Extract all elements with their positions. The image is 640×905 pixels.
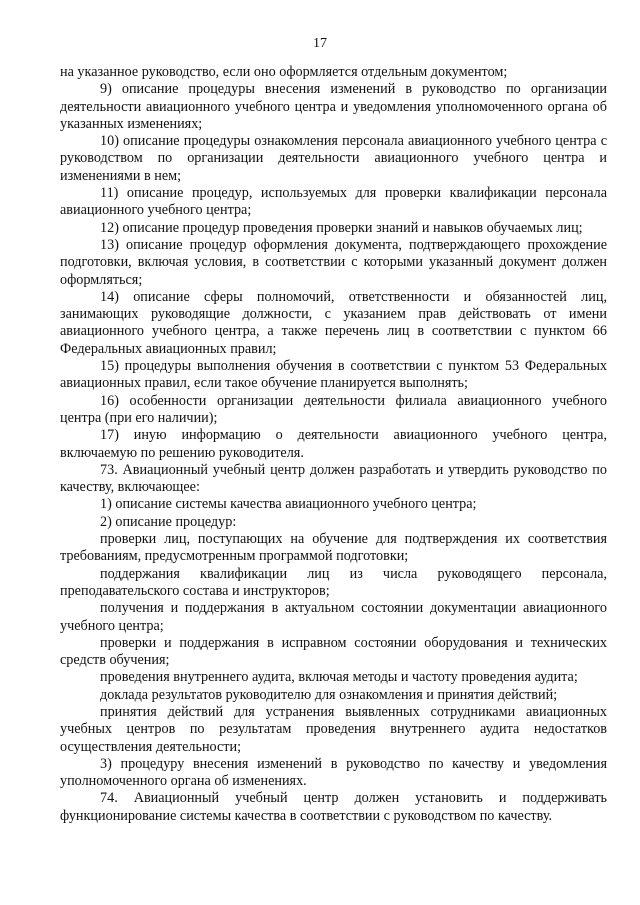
list-item-11: 11) описание процедур, используемых для проверки квалификации персонала авиационного учебного центра; (60, 185, 607, 219)
list-item-16: 16) особенности организации деятельности филиала авиационного учебного центра (при его наличии); (60, 392, 607, 426)
document-body (60, 64, 607, 825)
list-item-12: 12) описание процедур проведения проверки знаний и навыков обучаемых лиц; (100, 219, 583, 236)
list-item-9: 9) описание процедуры внесения изменений в руководство по организации деятельности авиационного учебного центра и уведомления уполномоченного органа об указанных изменениях; (60, 81, 607, 132)
paragraph-continuation: на указанное руководство, если оно оформляется отдельным документом; (60, 64, 508, 80)
clause-73-item-1: 1) описание системы качества авиационного учебного центра; (100, 496, 477, 513)
list-item-14: 14) описание сферы полномочий, ответственности и обязанностей лиц, занимающих руководящие должности, с указанием прав действовать от имени авиационного учебного центра, а также перечень лиц в соответствии с пунктом 66 Федеральных авиационных правил; (60, 288, 607, 357)
clause-73-item-2: 2) описание процедур: (100, 513, 237, 530)
procedure-item: проверки и поддержания в исправном состоянии оборудования и технических средств обучения; (60, 634, 607, 669)
procedure-item: проверки лиц, поступающих на обучение для подтверждения их соответствия требованиям, предусмотренным программой подготовки; (60, 531, 607, 565)
procedure-item: проведения внутреннего аудита, включая методы и частоту проведения аудита; (100, 669, 578, 686)
procedure-item: принятия действий для устранения выявленных сотрудниками авиационных учебных центров по результатам проведения внутреннего аудита недостатков осуществления деятельности; (60, 703, 607, 755)
clause-74: 74. Авиационный учебный центр должен установить и поддерживать функционирование системы качества в соответствии с руководством по качеству. (60, 790, 607, 824)
list-item-10: 10) описание процедуры ознакомления персонала авиационного учебного центра с руководством по организации деятельности авиационного учебного центра и изменениями в нем; (60, 133, 607, 184)
list-item-13: 13) описание процедур оформления документа, подтверждающего прохождение подготовки, включая условия, в соответствии с которыми указанный документ должен оформляться; (60, 236, 607, 288)
clause-73-item-3: 3) процедуру внесения изменений в руководство по качеству и уведомления уполномоченного органа об изменениях. (60, 755, 607, 790)
list-item-17: 17) иную информацию о деятельности авиационного учебного центра, включаемую по решению руководителя. (60, 427, 607, 461)
page-number: 17 (313, 36, 327, 51)
list-item-15: 15) процедуры выполнения обучения в соответствии с пунктом 53 Федеральных авиационных правил, если такое обучение планируется выполнять; (60, 358, 607, 392)
procedure-item: поддержания квалификации лиц из числа руководящего персонала, преподавательского состава и инструкторов; (60, 565, 607, 599)
clause-73: 73. Авиационный учебный центр должен разработать и утвердить руководство по качеству, включающее: (60, 461, 607, 496)
procedure-item: доклада результатов руководителю для ознакомления и принятия действий; (100, 686, 558, 703)
procedure-item: получения и поддержания в актуальном состоянии документации авиационного учебного центра; (60, 600, 607, 634)
